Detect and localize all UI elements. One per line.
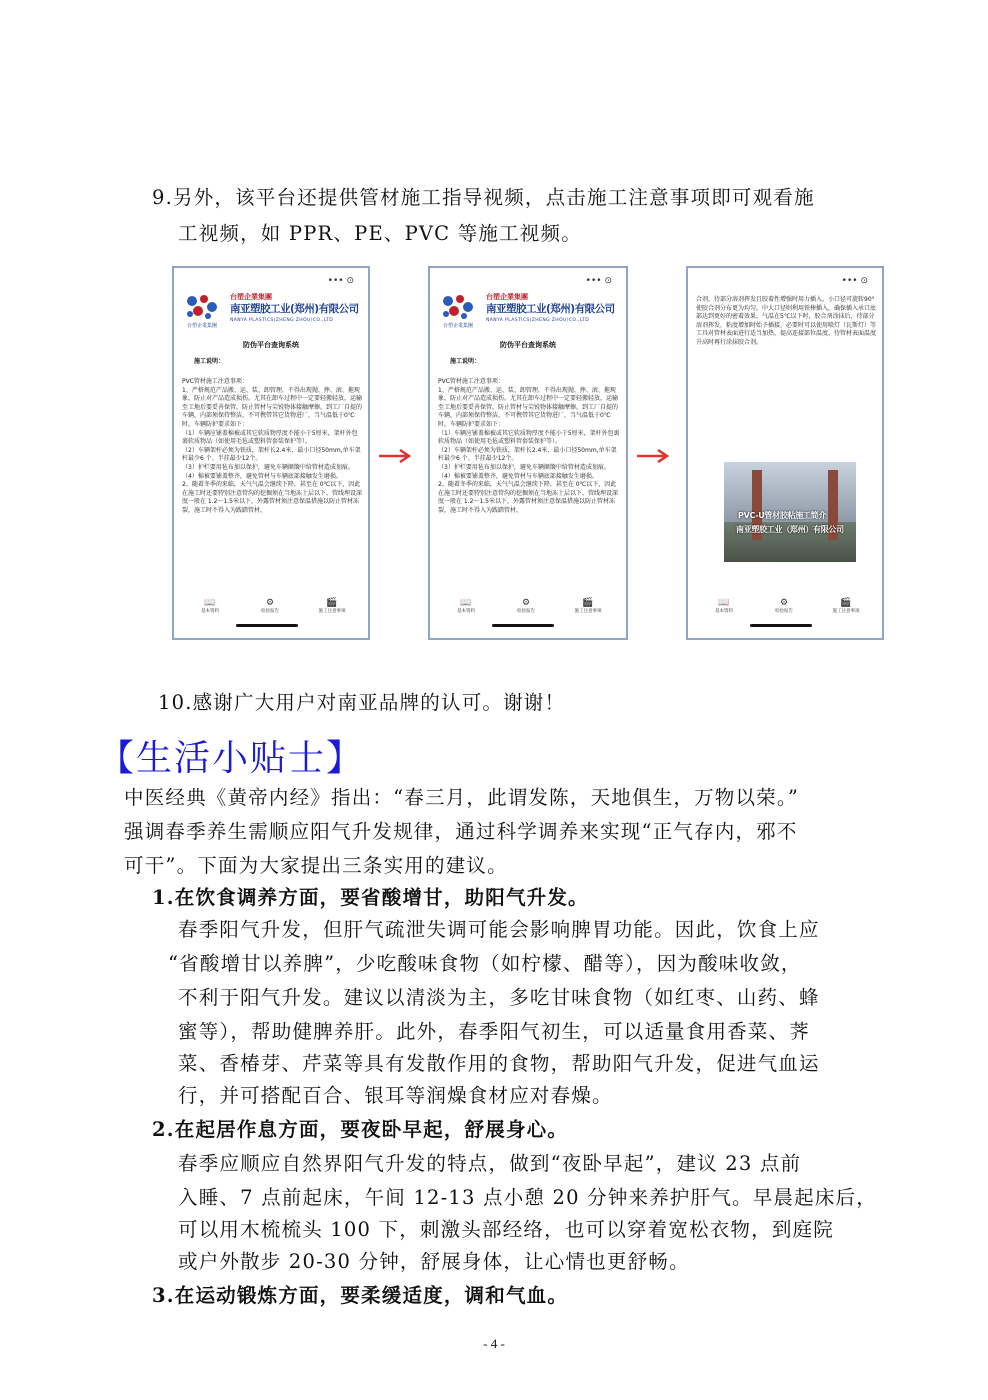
section1-line-1: 春季阳气升发，但肝气疏泄失调可能会影响脾胃功能。因此，饮食上应 — [178, 918, 820, 941]
clapper-icon: 🎬 — [840, 598, 852, 608]
tips-title: 【生活小贴士】 — [98, 738, 365, 779]
logo-group-name: 台塑企業集團 — [186, 323, 217, 329]
phone-subtitle: 施工说明： — [450, 358, 481, 365]
section1-line-3: 不利于阳气升发。建议以清淡为主，多吃甘味食物（如红枣、山药、蜂 — [178, 986, 820, 1009]
video-player[interactable] — [724, 462, 856, 562]
screenshot-phone-2 — [428, 266, 628, 640]
logo-mark-icon — [438, 292, 478, 326]
tab-construction-notes[interactable] — [816, 598, 876, 614]
phone-tabbar — [688, 598, 882, 616]
tab-basic-info[interactable] — [694, 598, 754, 614]
tab-label: 施工注意事项 — [574, 609, 602, 614]
logo-company-name: 南亚塑胶工业(郑州)有限公司 — [230, 303, 359, 315]
tab-inspection-report[interactable] — [496, 598, 556, 614]
phone-body-text: 合剂，待部分溶剂挥发且胶着性增强时用力插入。小口径可旋转90°使胶合剂分布更为均匀，中大口径则利用铁棒插入，确保插入承口底部达到更好的密着效果。气温在5℃以下时，胶合剂涂抹后，待部分溶剂挥发，粘度增加时始予插接，必要时可以使用喷灯（瓦斯灯）等工具对管材表面进行适当加热，提高连接部位温度，待管材表面温度升高时再行涂抹胶合剂。 — [696, 296, 877, 346]
logo-english-name: NANYA PLASTICS(ZHENG ZHOU)CO.,LTD — [230, 318, 334, 323]
tab-label: 检验报告 — [775, 609, 793, 614]
phone-tabbar — [174, 598, 368, 616]
book-icon: 📖 — [718, 598, 730, 608]
section2-line-2: 入睡、7 点前起床，午间 12-13 点小憩 20 分钟来养护肝气。早晨起床后， — [178, 1186, 877, 1209]
phone-body-text: PVC管材施工注意事项： 1、严格规范产品搬、运、装、卸管理，不得出现抛、摔、滚、拖现象，防止对产品造成损伤。尤其在卸车过程中一定要轻搬轻放，运输至工地后要妥善保管，防止管材与尖锐物体接触摩擦。到工厂自提的车辆，内部须保持整洁，不可携带其它货物进厂，当气温低于0℃时，车辆防护要求如下： （1）车辆应铺盖棉被或其它软质物厚度不能小于5厘米，架杆外包裹软质物品（如使用毛毡或塑料管套装保护等）。 （2）车辆架杆必须为铁质，架杆长2.4米、最小口径50mm,单车架杆最少6 个、半挂最少12个。 （3）护栏要用毡布加以保护，避免车辆颠簸中给管材造成划痕。 （4）棉被要铺盖整齐，避免管材与车辆底部接触发生磨损。 2、随着冬季的来临，天气气温会继续下降，甚至在 0℃以下，因此在施工时还要特别注意管沟的挖掘须在当地冻土层以下，管线埋设深度一般在 1.2～1.5米以下，外露管材须注意保温措施以防止管材冻裂，施工时不得入为践踏管材。 — [438, 378, 620, 514]
clapper-icon: 🎬 — [582, 598, 594, 608]
screenshot-phone-1 — [172, 266, 370, 640]
tab-inspection-report[interactable] — [754, 598, 814, 614]
menu-dots-icon: ••• ⊙ — [585, 276, 612, 286]
phone-page-title: 防伪平台查询系统 — [243, 341, 299, 349]
section2-line-4: 或户外散步 20-30 分钟，舒展身体，让心情也更舒畅。 — [178, 1250, 690, 1273]
tab-label: 基本资料 — [715, 609, 733, 614]
phone-subtitle: 施工说明： — [194, 358, 225, 365]
section3-heading: 3.在运动锻炼方面，要柔缓适度，调和气血。 — [152, 1284, 569, 1307]
home-indicator — [492, 624, 554, 627]
intro-line-3: 可干”。下面为大家提出三条实用的建议。 — [124, 854, 508, 877]
section2-line-3: 可以用木梳梳头 100 下，刺激头部经络，也可以穿着宽松衣物，到庭院 — [178, 1218, 834, 1241]
phone-tabbar — [430, 598, 626, 616]
tab-label: 检验报告 — [261, 609, 279, 614]
section1-line-5: 菜、香椿芽、芹菜等具有发散作用的食物，帮助阳气升发，促进气血运 — [178, 1052, 820, 1075]
section1-line-2: “省酸增甘以养脾”，少吃酸味食物（如柠檬、醋等），因为酸味收敛， — [168, 952, 802, 975]
logo-group-name: 台塑企業集團 — [442, 323, 473, 329]
tab-inspection-report[interactable] — [240, 598, 300, 614]
company-logo — [182, 292, 360, 330]
menu-dots-icon: ••• ⊙ — [841, 276, 868, 286]
section2-heading: 2.在起居作息方面，要夜卧早起，舒展身心。 — [152, 1118, 569, 1141]
tab-basic-info[interactable] — [436, 598, 496, 614]
section1-heading: 1.在饮食调养方面，要省酸增甘，助阳气升发。 — [152, 886, 589, 909]
right-arrow-icon — [378, 448, 414, 464]
logo-mark-icon — [182, 292, 222, 326]
gear-icon: ⚙ — [265, 598, 275, 608]
intro-line-2: 强调春季养生需顺应阳气升发规律，通过科学调养来实现“正气存内，邪不 — [124, 820, 798, 843]
phone-page-title: 防伪平台查询系统 — [500, 341, 556, 349]
home-indicator — [750, 624, 812, 627]
book-icon: 📖 — [204, 598, 216, 608]
tab-label: 检验报告 — [517, 609, 535, 614]
right-arrow-icon — [636, 448, 672, 464]
item10: 10.感谢广大用户对南亚品牌的认可。谢谢！ — [158, 691, 566, 714]
section2-line-1: 春季应顺应自然界阳气升发的特点，做到“夜卧早起”，建议 23 点前 — [178, 1152, 802, 1175]
section1-line-4: 蜜等），帮助健脾养肝。此外，春季阳气初生，可以适量食用香菜、荠 — [178, 1020, 810, 1043]
company-logo — [438, 292, 618, 330]
tab-basic-info[interactable] — [180, 598, 240, 614]
book-icon: 📖 — [460, 598, 472, 608]
menu-dots-icon: ••• ⊙ — [327, 276, 354, 286]
tab-label: 施工注意事项 — [318, 609, 346, 614]
gear-icon: ⚙ — [521, 598, 531, 608]
tab-construction-notes[interactable] — [302, 598, 362, 614]
phone-body-text: PVC管材施工注意事项： 1、严格规范产品搬、运、装、卸管理，不得出现抛、摔、滚、拖现象，防止对产品造成损伤。尤其在卸车过程中一定要轻搬轻放，运输至工地后要妥善保管，防止管材与尖锐物体接触摩擦。到工厂自提的车辆，内部须保持整洁，不可携带其它货物进厂，当气温低于0℃时，车辆防护要求如下： （1）车辆应铺盖棉被或其它软质物厚度不能小于5厘米，架杆外包裹软质物品（如使用毛毡或塑料管套装保护等）。 （2）车辆架杆必须为铁质，架杆长2.4米、最小口径50mm,单车架杆最少6 个、半挂最少12个。 （3）护栏要用毡布加以保护，避免车辆颠簸中给管材造成划痕。 （4）棉被要铺盖整齐，避免管材与车辆底部接触发生磨损。 2、随着冬季的来临，天气气温会继续下降，甚至在 0℃以下，因此在施工时还要特别注意管沟的挖掘须在当地冻土层以下，管线埋设深度一般在 1.2～1.5米以下，外露管材须注意保温措施以防止管材冻裂，施工时不得入为践踏管材。 — [182, 378, 363, 514]
home-indicator — [236, 624, 298, 627]
clapper-icon: 🎬 — [326, 598, 338, 608]
page-number: - 4 - — [483, 1336, 505, 1351]
logo-top-text: 台塑企業集團 — [486, 293, 528, 301]
video-company: 南亚塑胶工业（郑州）有限公司 — [736, 525, 844, 534]
tab-construction-notes[interactable] — [558, 598, 618, 614]
gear-icon: ⚙ — [779, 598, 789, 608]
logo-top-text: 台塑企業集團 — [230, 293, 272, 301]
screenshot-phone-3 — [686, 266, 884, 640]
logo-english-name: NANYA PLASTICS(ZHENG ZHOU)CO.,LTD — [486, 318, 590, 323]
tab-label: 基本资料 — [457, 609, 475, 614]
tab-label: 基本资料 — [201, 609, 219, 614]
section1-line-6: 行，并可搭配百合、银耳等润燥食材应对春燥。 — [178, 1084, 613, 1107]
video-title: PVC-U管材胶粘施工简介 — [738, 511, 827, 520]
tab-label: 施工注意事项 — [832, 609, 860, 614]
item9-line2: 工视频，如 PPR、PE、PVC 等施工视频。 — [178, 222, 582, 245]
intro-line-1: 中医经典《黄帝内经》指出：“春三月，此谓发陈，天地俱生，万物以荣。” — [124, 786, 799, 809]
logo-company-name: 南亚塑胶工业(郑州)有限公司 — [486, 303, 615, 315]
item9-line1: 9.另外，该平台还提供管材施工指导视频，点击施工注意事项即可观看施 — [152, 186, 815, 209]
